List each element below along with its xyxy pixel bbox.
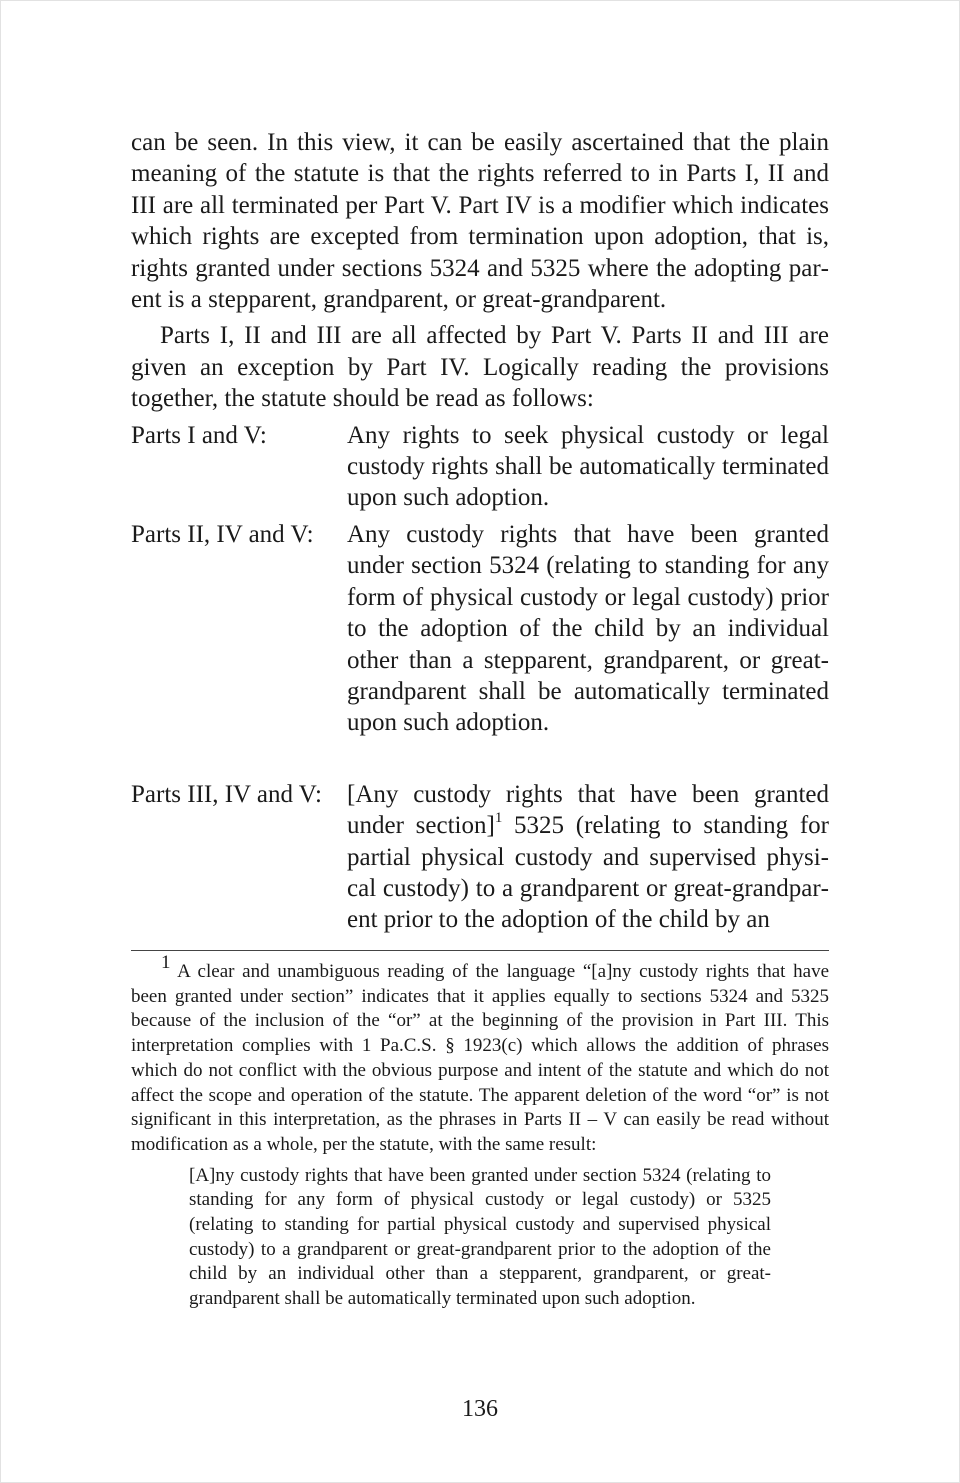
footnote-block-quote: [A]ny custody rights that have been granted under section 5324 (relating to standing for any form of physical custody or legal custody) or 5325 (relating to standing for partial physical custody and supervised physical custody) to a grandparent or great-grandparent prior to the adoption of the child by an individual other than a stepparent, grandparent, or great-grandparent shall be automatically terminated upon such adoption.	[189, 1164, 771, 1310]
statute-reading-label: Parts III, IV and V:	[131, 780, 322, 808]
statute-reading-text: Any rights to seek physical custody or legal custody rights shall be automatically terminated upon such adoption.	[347, 421, 829, 512]
footnote-paragraph	[131, 951, 830, 1158]
statute-reading-label: Parts I and V:	[131, 421, 267, 449]
statute-reading-text	[347, 779, 829, 936]
footnote-text: A clear and unambiguous reading of the language “[a]ny custody rights that have been granted under section” indicates that it applies equally to sections 5324 and 5325 because of the inclusion of the “or” at the beginning of the provision in Part III. This interpretation complies with 1 Pa.C.S. § 1923(c) which allows the addition of phrases which do not conflict with the obvious purpose and intent of the statute and which do not affect the scope and operation of the statute. The apparent deletion of the word “or” is not significant in this interpretation, as the phrases in Parts II – V can easily be read without modification as a whole, per the statute, with the same result:	[131, 961, 830, 1155]
body-paragraph-1: can be seen. In this view, it can be easily ascertained that the plain meaning of the statute is that the rights referred to in Parts I, II and III are all terminated per Part V. Part IV is a modifier which indicates which rights are excepted from termination upon adoption, that is, rights granted under sections 5324 and 5325 where the adopting parent is a stepparent, grandparent, or great-grandparent.	[131, 129, 829, 314]
footnote-marker: 1	[161, 951, 171, 973]
main-text	[131, 127, 829, 936]
statute-reading-label: Parts II, IV and V:	[131, 520, 314, 548]
statute-reading-parts-2-4-5	[131, 519, 829, 739]
page-number: 136	[462, 1396, 498, 1422]
statute-reading-continuation: 5325 (relating to standing for partial physical custody and supervised physical custody) to a grandparent or great-grandparent prior to the adoption of the child by an	[347, 812, 830, 934]
footnote	[131, 951, 830, 1312]
bracketed-insertion: [Any custody rights that have been granted under section]	[347, 780, 829, 840]
statute-reading-parts-1-5	[131, 420, 829, 514]
body-paragraph-2: Parts I, II and III are all affected by Part V. Parts II and III are given an exception by Part IV. Logically reading the provisions together, the statute should be read as follows:	[131, 322, 829, 413]
footnote-separator	[131, 950, 829, 951]
footnote-reference[interactable]: 1	[494, 809, 503, 826]
statute-reading-parts-3-4-5	[131, 779, 829, 936]
statute-reading-text: Any custody rights that have been granted under section 5324 (relating to standing for any form of physical custody or legal custody) prior to the adoption of the child by an individual other than a stepparent, grandparent, or great-grandparent shall be automatically terminated upon such adoption.	[347, 520, 829, 737]
